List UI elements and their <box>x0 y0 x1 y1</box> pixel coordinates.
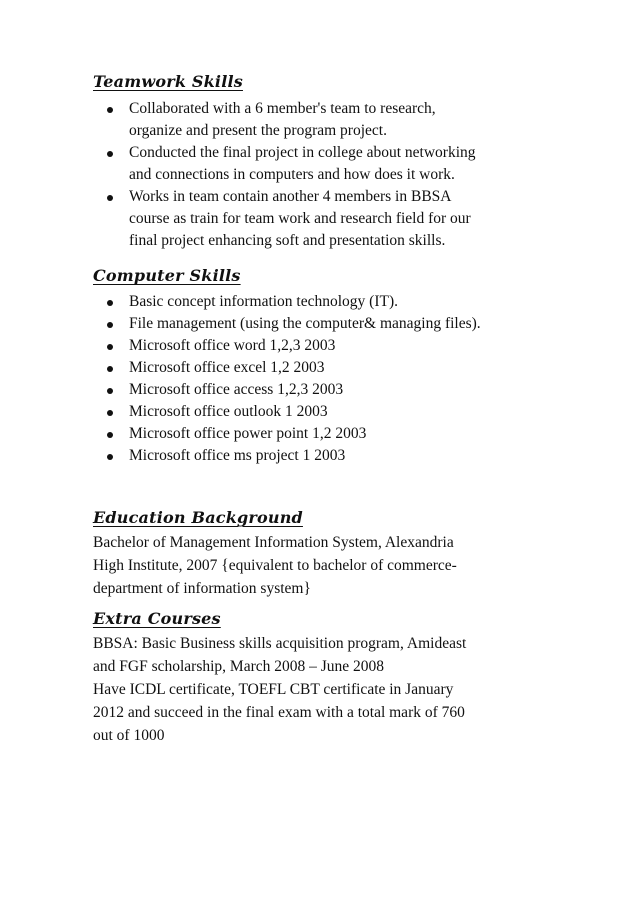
list-item: Conducted the final project in college about networking and connections in computers and how does it work. <box>103 142 476 186</box>
list-item: Microsoft office outlook 1 2003 <box>103 401 481 423</box>
list-item: Microsoft office access 1,2,3 2003 <box>103 379 481 401</box>
extra-courses-text: BBSA: Basic Business skills acquisition program, Amideast and FGF scholarship, March 2008 – June 2008 Have ICDL certificate, TOEFL CBT certificate in January 2012 and succeed in the final exam with a total mark of 760 out of 1000 <box>93 635 467 744</box>
list-item: Microsoft office excel 1,2 2003 <box>103 357 481 379</box>
extra-courses-heading: Extra Courses <box>93 609 221 628</box>
list-item: File management (using the computer& managing files). <box>103 313 481 335</box>
list-item: Basic concept information technology (IT). <box>103 291 481 313</box>
list-item: Microsoft office ms project 1 2003 <box>103 445 481 467</box>
list-item: Works in team contain another 4 members in BBSA course as train for team work and research field for our final project enhancing soft and presentation skills. <box>103 186 476 252</box>
education-background-heading: Education Background <box>93 508 303 527</box>
computer-skills-list <box>103 291 481 467</box>
education-background-text: Bachelor of Management Information System, Alexandria High Institute, 2007 {equivalent to bachelor of commerce- department of information system} <box>93 534 457 597</box>
teamwork-skills-list <box>103 98 476 252</box>
computer-skills-heading: Computer Skills <box>93 266 241 285</box>
list-item: Microsoft office power point 1,2 2003 <box>103 423 481 445</box>
teamwork-skills-heading: Teamwork Skills <box>93 72 243 91</box>
list-item: Collaborated with a 6 member's team to research, organize and present the program project. <box>103 98 476 142</box>
list-item: Microsoft office word 1,2,3 2003 <box>103 335 481 357</box>
